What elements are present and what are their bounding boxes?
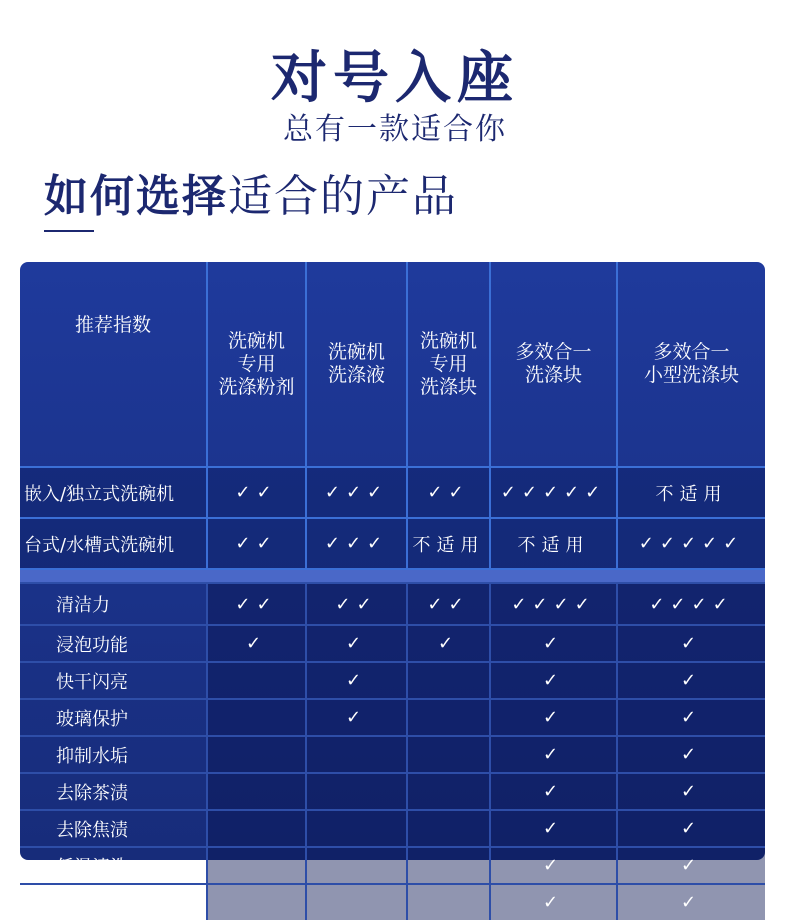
table-row	[20, 518, 765, 569]
rating-cell: ✓✓	[207, 467, 306, 518]
table-row	[20, 810, 765, 847]
row-label: 去除茶渍	[20, 773, 207, 810]
row-label: 玻璃保护	[20, 699, 207, 736]
rating-cell: ✓	[490, 810, 617, 847]
hero-subtitle: 总有一款适合你	[283, 112, 507, 147]
row-label: 过滤网保护	[20, 884, 207, 920]
rating-cell: ✓	[207, 625, 306, 662]
table-row	[20, 736, 765, 773]
table-row	[20, 773, 765, 810]
rating-cell: ✓✓	[407, 467, 490, 518]
rating-cell: ✓	[306, 625, 407, 662]
rating-cell: 不适用	[490, 518, 617, 569]
table-row	[20, 583, 765, 625]
rating-cell	[407, 884, 490, 920]
rating-cell	[207, 662, 306, 699]
table-header-row	[20, 262, 765, 467]
row-label: 低温清洗	[20, 847, 207, 884]
rating-cell	[207, 884, 306, 920]
rating-cell	[306, 736, 407, 773]
rating-cell	[207, 810, 306, 847]
section-underline	[44, 230, 94, 232]
rating-cell: ✓✓	[207, 583, 306, 625]
row-label: 快干闪亮	[20, 662, 207, 699]
row-label: 清洁力	[20, 583, 207, 625]
comparison-table-panel	[20, 262, 765, 915]
rating-cell	[207, 847, 306, 884]
section-title-rest: 适合的产品	[228, 171, 458, 222]
row-label: 浸泡功能	[20, 625, 207, 662]
rating-cell	[407, 773, 490, 810]
rating-cell: ✓	[490, 884, 617, 920]
table-row	[20, 699, 765, 736]
rating-cell: ✓	[490, 699, 617, 736]
rating-cell: 不适用	[407, 518, 490, 569]
rating-cell: 不适用	[617, 467, 765, 518]
corner-label: 推荐指数	[74, 314, 151, 336]
rating-cell	[407, 699, 490, 736]
rating-cell: ✓	[490, 736, 617, 773]
rating-cell: ✓	[617, 810, 765, 847]
column-header: 多效合一 小型洗涤块	[617, 262, 765, 467]
rating-cell: ✓	[407, 625, 490, 662]
rating-cell: ✓	[490, 662, 617, 699]
rating-cell: ✓✓✓✓	[617, 583, 765, 625]
rating-cell: ✓	[306, 662, 407, 699]
rating-cell: ✓✓✓	[306, 518, 407, 569]
row-label: 嵌入/独立式洗碗机	[20, 467, 207, 518]
rating-cell: ✓	[617, 699, 765, 736]
column-header: 洗碗机 专用 洗涤粉剂	[207, 262, 306, 467]
section-title-bold: 如何选择	[44, 171, 228, 222]
rating-cell	[306, 847, 407, 884]
rating-cell: ✓	[617, 736, 765, 773]
rating-cell: ✓✓✓✓✓	[617, 518, 765, 569]
rating-cell	[306, 884, 407, 920]
table-row	[20, 662, 765, 699]
divider-bar	[20, 569, 765, 583]
row-label: 台式/水槽式洗碗机	[20, 518, 207, 569]
rating-cell: ✓	[490, 847, 617, 884]
column-header: 多效合一 洗涤块	[490, 262, 617, 467]
column-header: 洗碗机 洗涤液	[306, 262, 407, 467]
rating-cell	[407, 736, 490, 773]
rating-cell	[407, 662, 490, 699]
row-label: 抑制水垢	[20, 736, 207, 773]
rating-cell	[306, 773, 407, 810]
rating-cell: ✓✓✓	[306, 467, 407, 518]
rating-cell	[207, 699, 306, 736]
table-row	[20, 884, 765, 920]
rating-cell	[207, 736, 306, 773]
section-divider	[20, 569, 765, 583]
row-label: 去除焦渍	[20, 810, 207, 847]
rating-cell	[407, 847, 490, 884]
table-row	[20, 847, 765, 884]
rating-cell	[306, 810, 407, 847]
hero-title: 对号入座	[271, 46, 519, 111]
table-row	[20, 625, 765, 662]
rating-cell: ✓	[617, 625, 765, 662]
rating-cell: ✓	[490, 625, 617, 662]
rating-cell: ✓	[306, 699, 407, 736]
rating-cell	[407, 810, 490, 847]
rating-cell: ✓	[617, 773, 765, 810]
rating-cell: ✓✓	[407, 583, 490, 625]
rating-cell: ✓✓✓✓	[490, 583, 617, 625]
rating-cell: ✓✓✓✓✓	[490, 467, 617, 518]
rating-cell: ✓	[617, 847, 765, 884]
section-title	[44, 160, 458, 224]
rating-cell: ✓	[617, 884, 765, 920]
rating-cell: ✓	[490, 773, 617, 810]
rating-cell: ✓✓	[207, 518, 306, 569]
rating-cell: ✓	[617, 662, 765, 699]
rating-cell	[207, 773, 306, 810]
rating-cell: ✓✓	[306, 583, 407, 625]
comparison-table	[20, 262, 765, 920]
table-row	[20, 467, 765, 518]
column-header: 洗碗机 专用 洗涤块	[407, 262, 490, 467]
